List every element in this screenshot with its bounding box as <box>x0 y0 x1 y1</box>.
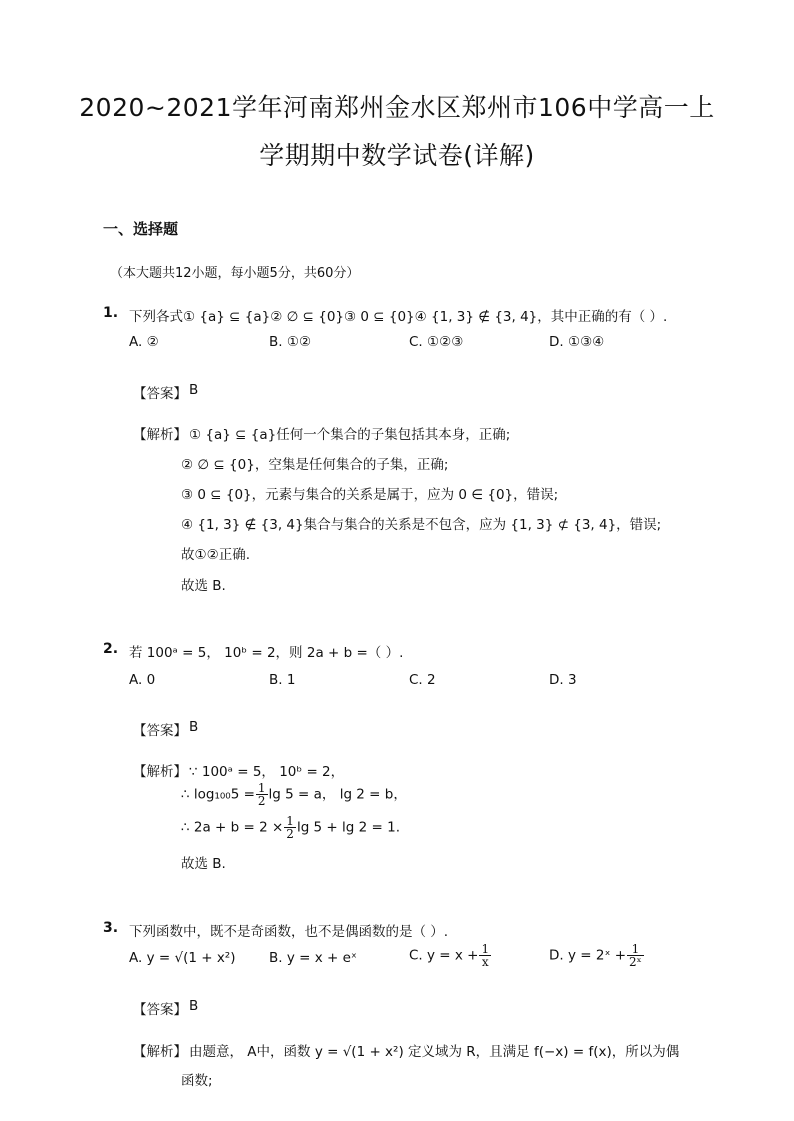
question-3-option-d-text: D. y = 2ˣ + <box>549 947 627 964</box>
question-1-option-b: B. ①② <box>269 334 312 350</box>
question-1-analysis-line-4: ④ {1, 3} ∉ {3, 4}集合与集合的关系是不包含，应为 {1, 3} ⊄ {3, 4}，错误; <box>181 517 662 533</box>
question-1-analysis-line-1: ① {a} ⊆ {a}任何一个集合的子集包括其本身，正确; <box>189 427 511 443</box>
fraction-numerator: 1 <box>286 814 294 828</box>
question-2-log-result: lg 5 = a， lg 2 = b， <box>268 786 407 803</box>
fraction-numerator: 1 <box>257 781 266 795</box>
question-2-sum-result: lg 5 + lg 2 = 1. <box>296 819 401 836</box>
question-2-half-fraction-1 <box>256 782 268 807</box>
question-1-number: 1. <box>103 305 119 321</box>
question-1-stem: 下列各式① {a} ⊆ {a}② ∅ ⊆ {0}③ 0 ⊆ {0}④ {1, 3} ∉ {3, 4}，其中正确的有（ ）. <box>129 309 668 325</box>
question-2-half-fraction-2 <box>284 815 296 840</box>
question-1-analysis-line-5: 故①②正确. <box>181 547 250 563</box>
question-2-option-c: C. 2 <box>409 672 436 688</box>
question-2-stem: 若 100ᵃ = 5， 10ᵇ = 2，则 2a + b =（ ）. <box>129 645 404 661</box>
question-3-option-c <box>409 943 492 968</box>
question-1-analysis-label: 【解析】 <box>133 427 187 443</box>
question-1-option-d: D. ①③④ <box>549 334 605 350</box>
question-3-answer-label: 【答案】 <box>133 1002 187 1018</box>
question-1-answer-value: B <box>189 382 199 398</box>
fraction-numerator: 1 <box>481 942 490 956</box>
question-2-answer-label: 【答案】 <box>133 723 187 739</box>
question-3-analysis-line-2: 函数; <box>181 1073 213 1089</box>
section-note: （本大题共12小题，每小题5分，共60分） <box>110 266 360 281</box>
question-2-analysis-line-4: 故选 B. <box>181 856 226 872</box>
question-1-option-c: C. ①②③ <box>409 334 464 350</box>
question-1-option-a: A. ② <box>129 334 159 350</box>
document-title-line-1: 2020~2021学年河南郑州金水区郑州市106中学高一上 <box>79 93 715 122</box>
question-2-log-expression: ∴ log₁₀₀5 = <box>181 786 255 803</box>
question-3-option-d-fraction <box>627 943 644 968</box>
document-title-line-2: 学期期中数学试卷(详解) <box>259 141 535 170</box>
question-2-answer-value: B <box>189 719 199 735</box>
question-3-option-a: A. y = √(1 + x²) <box>129 950 236 966</box>
question-3-analysis-label: 【解析】 <box>133 1044 187 1060</box>
question-3-number: 3. <box>103 920 119 936</box>
question-2-analysis-line-3 <box>181 815 400 840</box>
question-2-analysis-label: 【解析】 <box>133 764 187 780</box>
question-1-answer-label: 【答案】 <box>133 386 187 402</box>
question-2-number: 2. <box>103 641 119 657</box>
question-3-analysis-line-1: 由题意， A中，函数 y = √(1 + x²) 定义域为 R，且满足 f(−x) = f(x)，所以为偶 <box>189 1044 680 1060</box>
question-1-analysis-line-2: ② ∅ ⊆ {0}，空集是任何集合的子集，正确; <box>181 457 449 473</box>
question-1-analysis-line-3: ③ 0 ⊆ {0}，元素与集合的关系是属于，应为 0 ∈ {0}，错误; <box>181 487 559 503</box>
section-heading: 一、选择题 <box>103 220 179 238</box>
question-2-option-a: A. 0 <box>129 672 156 688</box>
fraction-denominator: 2 <box>286 827 294 841</box>
question-2-option-b: B. 1 <box>269 672 296 688</box>
fraction-numerator: 1 <box>627 943 644 956</box>
fraction-denominator: 2 <box>257 794 266 808</box>
question-3-option-c-text: C. y = x + <box>409 947 479 964</box>
question-2-option-d: D. 3 <box>549 672 577 688</box>
question-3-option-d <box>549 943 645 968</box>
fraction-denominator: 2ˣ <box>629 955 642 969</box>
question-1-analysis-line-6: 故选 B. <box>181 578 226 594</box>
question-2-analysis-line-1: ∵ 100ᵃ = 5， 10ᵇ = 2， <box>189 764 345 780</box>
question-3-stem: 下列函数中，既不是奇函数，也不是偶函数的是（ ）. <box>129 924 449 940</box>
fraction-denominator: x <box>481 955 489 969</box>
question-3-option-c-fraction <box>479 943 491 968</box>
question-3-answer-value: B <box>189 998 199 1014</box>
question-2-analysis-line-2 <box>181 782 407 807</box>
question-2-sum-expression: ∴ 2a + b = 2 × <box>181 819 284 836</box>
question-3-option-b: B. y = x + eˣ <box>269 950 357 966</box>
